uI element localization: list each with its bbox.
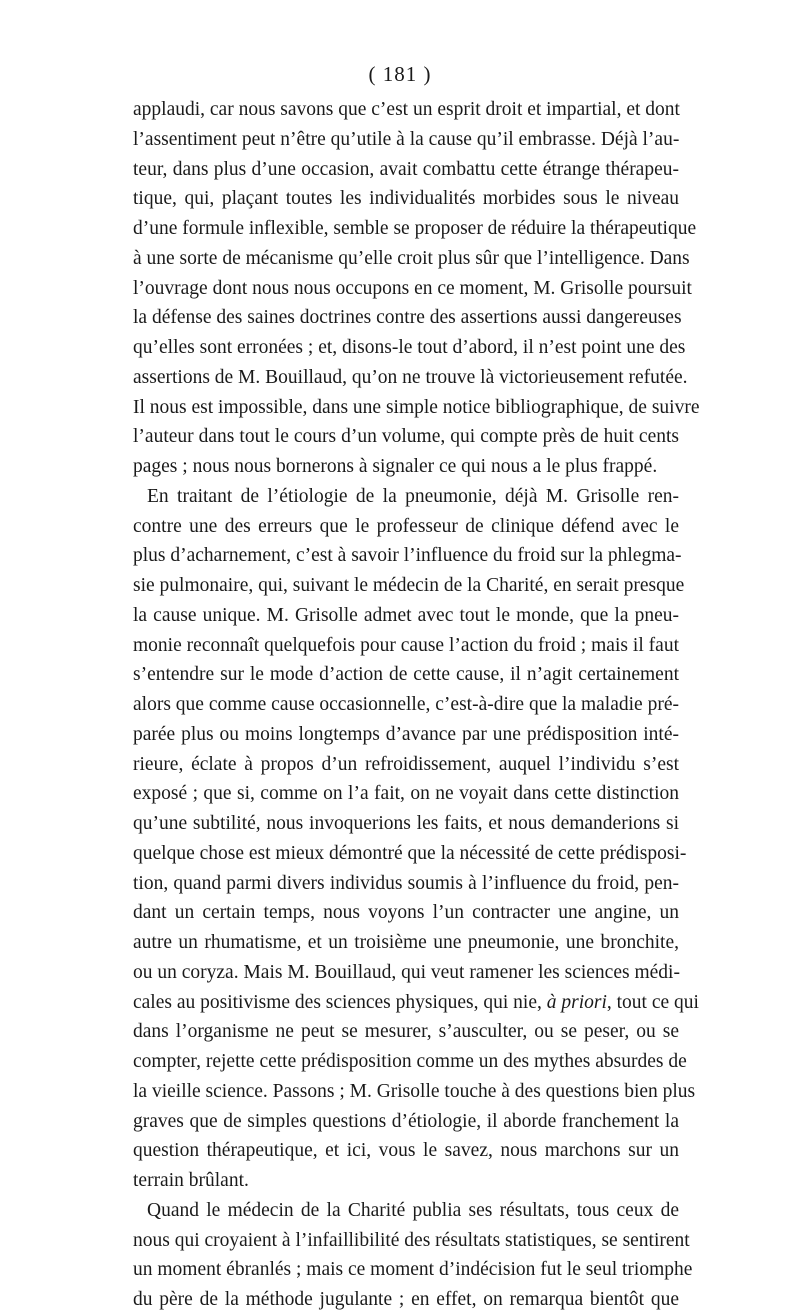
text-line: dans l’organisme ne peut se mesurer, s’ausculter, ou se peser, ou se	[133, 1021, 679, 1043]
text-line: d’une formule inflexible, semble se proposer de réduire la thérapeutique	[133, 218, 697, 239]
text-line: dant un certain temps, nous voyons l’un contracter une angine, un	[133, 902, 679, 924]
text-line: autre un rhumatisme, et un troisième une pneumonie, une bronchite,	[133, 932, 679, 953]
text-line: la cause unique. M. Grisolle admet avec tout le monde, que la pneu-	[133, 604, 679, 626]
text-line: cales au positivisme des sciences physiques, qui nie, à priori, tout ce qui	[133, 991, 699, 1013]
text-line: l’auteur dans tout le cours d’un volume, qui compte près de huit cents	[133, 426, 679, 448]
text-line: à une sorte de mécanisme qu’elle croit plus sûr que l’intelligence. Dans	[133, 247, 690, 269]
text-line: ou un coryza. Mais M. Bouillaud, qui veut ramener les sciences médi-	[133, 961, 680, 983]
text-line: Quand le médecin de la Charité publia ses résultats, tous ceux de	[147, 1199, 679, 1221]
text-line: quelque chose est mieux démontré que la nécessité de cette prédisposi-	[133, 842, 687, 864]
text-line: pages ; nous nous bornerons à signaler ce qui nous a le plus frappé.	[133, 456, 658, 477]
text-line: du père de la méthode jugulante ; en effet, on remarqua bientôt que	[133, 1289, 679, 1310]
text-line: tion, quand parmi divers individus soumis à l’influence du froid, pen-	[133, 872, 679, 894]
text-line: applaudi, car nous savons que c’est un esprit droit et impartial, et dont	[133, 99, 680, 120]
text-line: Il nous est impossible, dans une simple notice bibliographique, de suivre	[133, 396, 700, 418]
text-line: assertions de M. Bouillaud, qu’on ne trouve là victorieusement refutée.	[133, 366, 688, 388]
text-line: la vieille science. Passons ; M. Grisolle touche à des questions bien plus	[133, 1080, 696, 1102]
text-line: question thérapeutique, et ici, vous le savez, nous marchons sur un	[133, 1140, 679, 1162]
text-line: exposé ; que si, comme on l’a fait, on ne voyait dans cette distinction	[133, 783, 679, 805]
text-line: monie reconnaît quelquefois pour cause l’action du froid ; mais il faut	[133, 634, 679, 656]
text-line: qu’elles sont erronées ; et, disons-le tout d’abord, il n’est point une des	[133, 337, 686, 358]
text-line: nous qui croyaient à l’infaillibilité des résultats statistiques, se sentirent	[133, 1229, 690, 1251]
text-line: qu’une subtilité, nous invoquerions les faits, et nous demanderions si	[133, 813, 679, 834]
text-line: un moment ébranlés ; mais ce moment d’indécision fut le seul triomphe	[133, 1259, 693, 1281]
text-line: En traitant de l’étiologie de la pneumonie, déjà M. Grisolle ren-	[147, 485, 679, 507]
text-line: plus d’acharnement, c’est à savoir l’influence du froid sur la phlegma-	[133, 545, 682, 567]
text-line: sie pulmonaire, qui, suivant le médecin de la Charité, en serait presque	[133, 575, 685, 596]
text-line: l’assentiment peut n’être qu’utile à la cause qu’il embrasse. Déjà l’au-	[133, 128, 680, 150]
text-line: contre une des erreurs que le professeur de clinique défend avec le	[133, 515, 679, 537]
text-line: tique, qui, plaçant toutes les individualités morbides sous le niveau	[133, 188, 679, 210]
body-text	[133, 95, 700, 1315]
text-line: l’ouvrage dont nous nous occupons en ce moment, M. Grisolle poursuit	[133, 277, 692, 299]
page-number: ( 181 )	[368, 62, 432, 86]
text-line: alors que comme cause occasionnelle, c’est-à-dire que la maladie pré-	[133, 694, 679, 715]
text-line: parée plus ou moins longtemps d’avance par une prédisposition inté-	[133, 723, 679, 745]
text-line: terrain brûlant.	[133, 1170, 249, 1191]
text-line: rieure, éclate à propos d’un refroidissement, auquel l’individu s’est	[133, 753, 679, 775]
text-line: s’entendre sur le mode d’action de cette cause, il n’agit certainement	[133, 664, 679, 686]
text-line: graves que de simples questions d’étiologie, il aborde franchement la	[133, 1110, 679, 1132]
text-line: la défense des saines doctrines contre des assertions aussi dangereuses	[133, 307, 682, 329]
text-line: compter, rejette cette prédisposition comme un des mythes absurdes de	[133, 1051, 687, 1072]
text-line: teur, dans plus d’une occasion, avait combattu cette étrange thérapeu-	[133, 158, 679, 180]
